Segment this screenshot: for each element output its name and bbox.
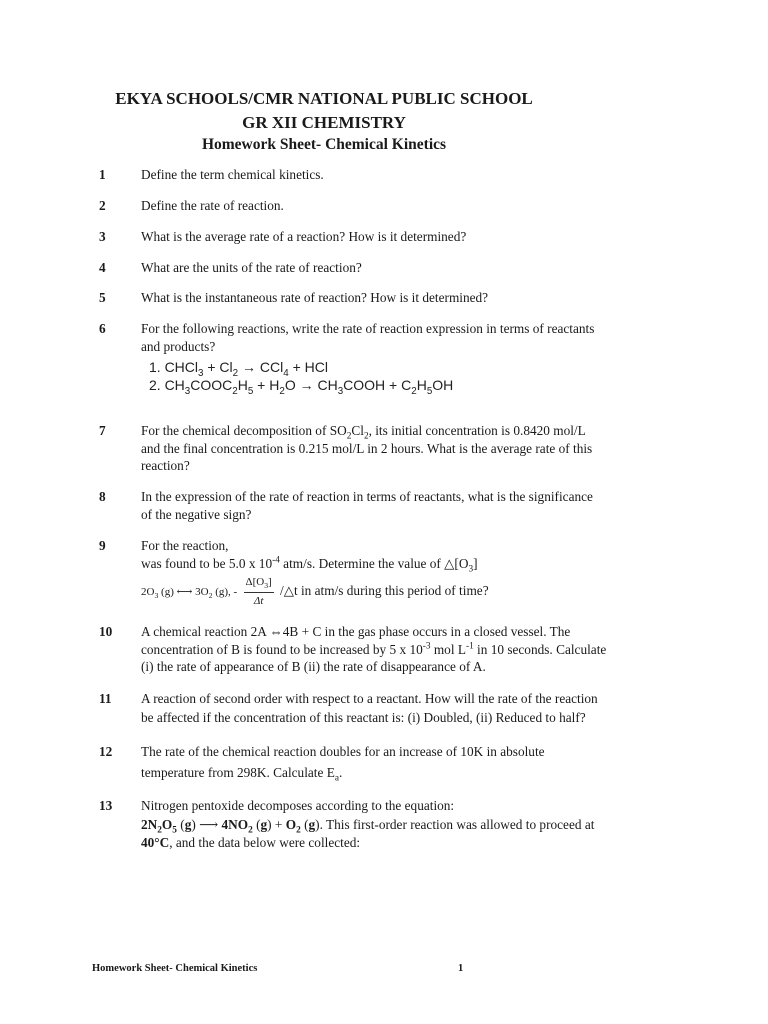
equation-1: 1. CHCl$_3$ + $Cl_2 \to CCl_4$ + HCl [149, 359, 328, 379]
question-number: 4 [99, 260, 106, 275]
question-number: 9 [99, 538, 106, 553]
question-text: For the reaction, [141, 538, 229, 553]
question-text: reaction? [141, 458, 190, 473]
question-number: 1 [99, 167, 106, 182]
question-text: Define the rate of reaction. [141, 198, 284, 213]
grade-title: GR XII CHEMISTRY [242, 113, 406, 132]
question-text: temperature from 298K. Calculate $E_a$. [141, 765, 343, 784]
rate-fraction: $\frac{\Delta[O_3]}{\Delta t}$ [245, 576, 272, 607]
question-text: Define the term chemical kinetics. [141, 167, 324, 182]
question-text: $2N_2O_5$ (g) ⟶ $4NO_2$ $(g) + O_2$ (g). This first-order reaction was allowed to proceed at [141, 816, 595, 836]
question-text: was found to be 5.0 x $10^{-4}$ atm/s. Determine the value of $\triangle[O_3]$ [141, 555, 478, 575]
school-title: EKYA SCHOOLS/CMR NATIONAL PUBLIC SCHOOL [115, 89, 533, 108]
ozone-equation: $2O_3$ (g) ⟷ $3O_2$ (g), - [141, 586, 238, 601]
page-number: 1 [458, 963, 464, 974]
question-text: 40°C, and the data below were collected: [141, 835, 361, 850]
question-number: 8 [99, 489, 106, 504]
question-9-equation-line [141, 574, 666, 610]
question-number: 7 [99, 423, 106, 438]
question-number: 12 [99, 744, 113, 759]
question-text: What are the units of the rate of reaction? [141, 260, 362, 275]
question-text: What is the instantaneous rate of reaction? How is it determined? [141, 290, 489, 305]
question-number: 5 [99, 290, 106, 305]
question-text: of the negative sign? [141, 506, 252, 522]
sheet-title: Homework Sheet- Chemical Kinetics [201, 136, 447, 153]
question-number: 10 [99, 624, 113, 639]
question-text: Nitrogen pentoxide decomposes according to the equation: [141, 798, 455, 813]
question-text: In the expression of the rate of reaction in terms of reactants, what is the significance [141, 489, 593, 504]
equation-2: 2. $CH_3COOC_2H_5 + H_2O$ → $CH_3COOH + C_2H_5OH$ [149, 376, 454, 397]
question-text: be affected if the concentration of this reactant is: (i) Doubled, (ii) Reduced to half? [141, 710, 586, 725]
question-text: concentration of B is found to be increased by 5 x $10^{-3}$ mol $L^{-1}$ in 10 seconds. Calculate [141, 641, 607, 657]
question-text: /△t in atm/s during this period of time? [280, 583, 489, 599]
question-text: (i) the rate of appearance of B (ii) the rate of disappearance of A. [141, 659, 486, 674]
question-text: and the final concentration is 0.215 mol/L in 2 hours. What is the average rate of this [141, 440, 593, 456]
question-text: A chemical reaction 2A ⇔4B + C in the gas phase occurs in a closed vessel. The [141, 624, 571, 639]
question-number: 13 [99, 798, 113, 813]
question-text: The rate of the chemical reaction doubles for an increase of 10K in absolute [141, 744, 545, 759]
question-number: 2 [99, 198, 106, 213]
question-text: For the following reactions, write the rate of reaction expression in terms of reactants [141, 321, 595, 336]
question-text: For the chemical decomposition of $SO_2Cl_2$, its initial concentration is 0.8420 mol/L [141, 423, 586, 442]
question-text: What is the average rate of a reaction? How is it determined? [141, 229, 467, 244]
question-number: 3 [99, 229, 106, 244]
question-number: 11 [99, 691, 112, 706]
question-text: A reaction of second order with respect to a reactant. How will the rate of the reaction [141, 691, 598, 706]
question-number: 6 [99, 321, 106, 336]
footer-title: Homework Sheet- Chemical Kinetics [92, 963, 258, 974]
question-text: and products? [141, 338, 216, 354]
